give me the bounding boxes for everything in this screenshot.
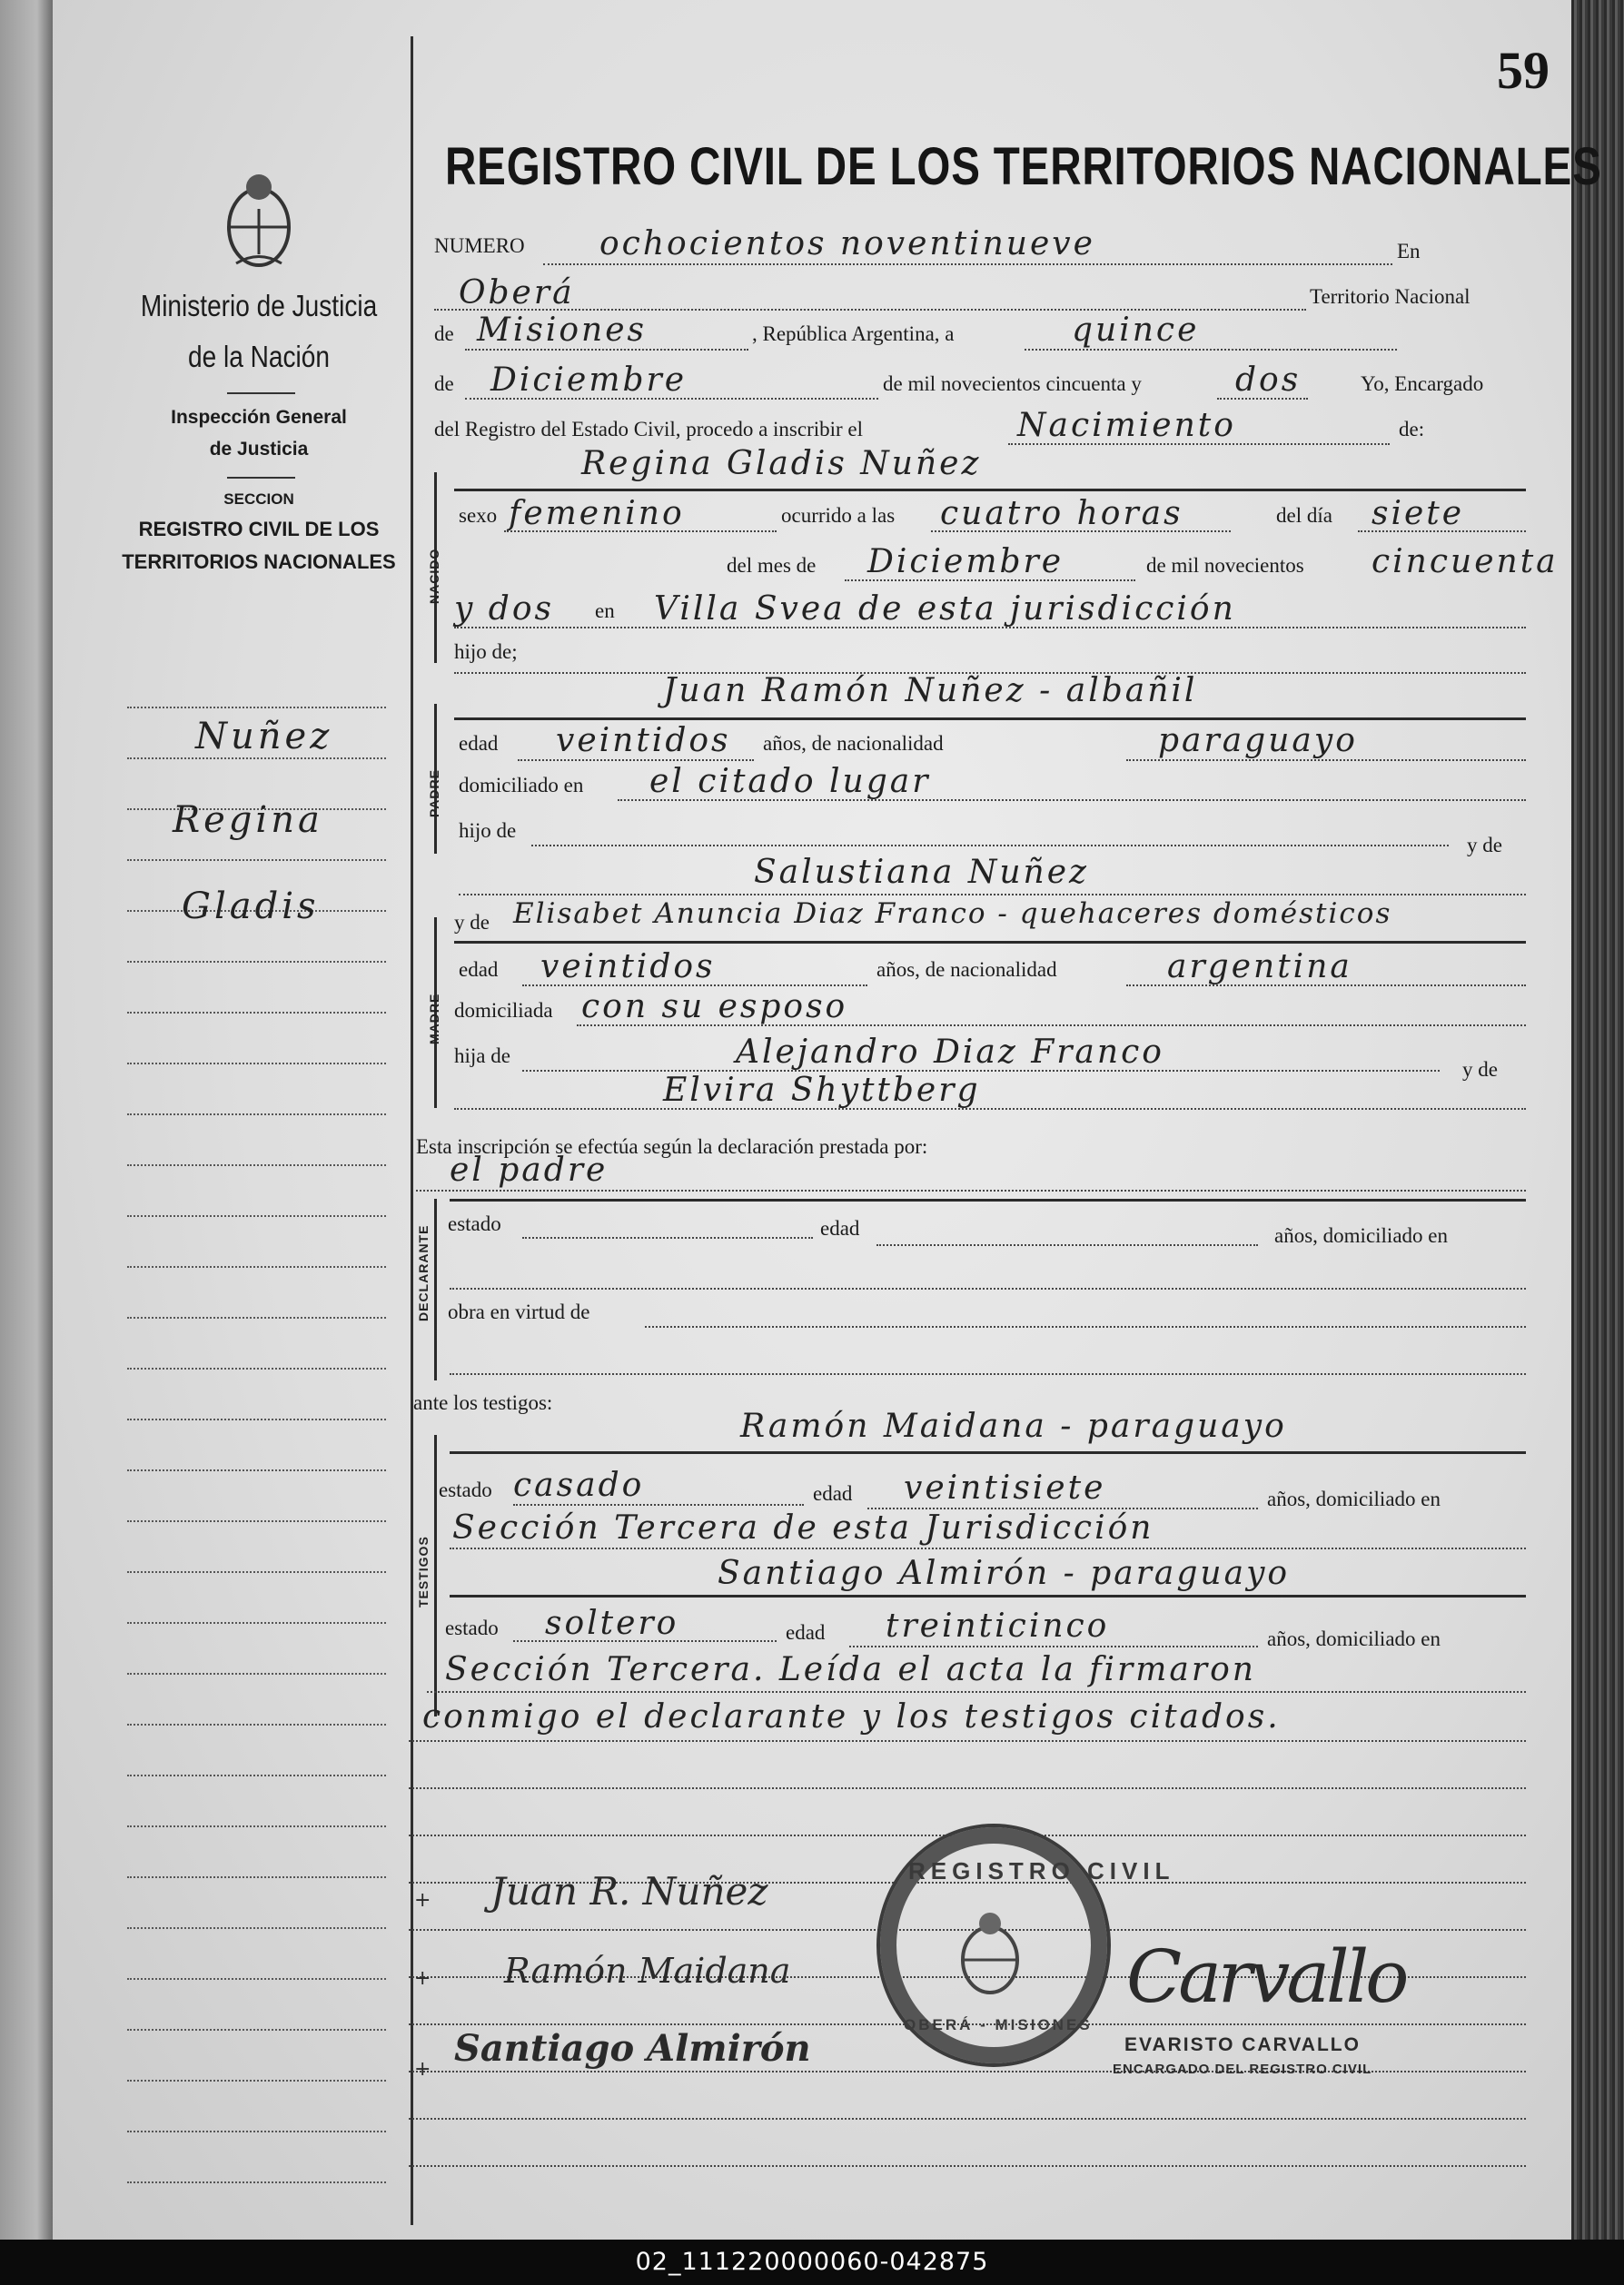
section-line2: TERRITORIOS NACIONALES xyxy=(122,550,396,573)
page-title: REGISTRO CIVIL DE LOS TERRITORIOS NACIONALES xyxy=(445,137,1602,196)
madre-hija-label: hija de xyxy=(454,1044,510,1067)
margin-rule xyxy=(127,2131,386,2132)
acto-line xyxy=(1008,443,1390,445)
margin-divider xyxy=(411,36,413,2225)
signature-rule xyxy=(409,2165,1526,2167)
margin-rule xyxy=(127,2181,386,2183)
signature-x-mark: + xyxy=(414,1967,431,1990)
padre-nac-line xyxy=(1126,759,1526,761)
madre-dom-label: domiciliada xyxy=(454,999,553,1022)
coat-of-arms-icon xyxy=(218,163,300,272)
margin-rule xyxy=(127,1113,386,1115)
mes-nacimiento-label: del mes de xyxy=(727,554,817,577)
margin-rule xyxy=(127,1622,386,1624)
mes-nacimiento-value: Diciembre xyxy=(867,543,1065,580)
margin-given-name-2: Gladis xyxy=(182,885,320,927)
testigos-side-label: TESTIGOS xyxy=(416,1536,431,1607)
closing-text: conmigo el declarante y los testigos citados. xyxy=(422,1698,1281,1736)
sexo-line xyxy=(504,530,777,532)
margin-surname: Nuñez xyxy=(195,716,333,757)
declarante-top-rule xyxy=(450,1199,1526,1202)
margin-rule xyxy=(127,1164,386,1166)
madre-side-label: MADRE xyxy=(427,993,441,1044)
testigo1-edad-value: veintisiete xyxy=(904,1469,1106,1507)
margin-rule xyxy=(127,1419,386,1420)
margin-rule xyxy=(127,2080,386,2082)
de2-label: de xyxy=(434,372,454,395)
hora-line xyxy=(931,530,1231,532)
testigo2-estado-line xyxy=(513,1640,777,1642)
section-line1: REGISTRO CIVIL DE LOS xyxy=(138,518,380,540)
dia-value: quince xyxy=(1072,312,1200,349)
padre-hijo-line xyxy=(531,845,1449,846)
sexo-value: femenino xyxy=(509,495,685,532)
padre-side-label: PADRE xyxy=(427,769,441,817)
testigo1-estado-value: casado xyxy=(513,1467,645,1504)
file-identifier: 02_111220000060-042875 xyxy=(0,2240,1624,2285)
madre-edad-label: edad xyxy=(459,958,499,981)
abuelo-materno-value: Alejandro Diaz Franco xyxy=(736,1034,1164,1071)
testigo2-dom-line xyxy=(427,1691,1526,1693)
margin-rule xyxy=(127,1876,386,1878)
declarante-value: el padre xyxy=(450,1152,609,1189)
testigo2-edad-line xyxy=(849,1646,1258,1647)
padre-name-line xyxy=(454,717,1526,720)
padre-edad-label: edad xyxy=(459,732,499,755)
numero-label: NUMERO xyxy=(434,234,525,257)
dia-label: del día xyxy=(1276,504,1332,527)
declarante-intro-label: Esta inscripción se efectúa según la declaración prestada por: xyxy=(416,1135,928,1158)
margin-rule xyxy=(127,1927,386,1929)
lugar-line xyxy=(434,309,1306,311)
margin-rule xyxy=(127,1063,386,1064)
signature-officer: Carvallo xyxy=(1126,1934,1406,2019)
testigo2-edad-value: treinticinco xyxy=(886,1607,1110,1645)
margin-rule xyxy=(127,1317,386,1319)
officer-name-stamp: EVARISTO CARVALLO xyxy=(1124,2034,1361,2055)
seal-coat-of-arms-icon xyxy=(949,1907,1031,1998)
testigo1-dom-label: años, domiciliado en xyxy=(1267,1488,1441,1510)
anio-label: de mil novecientos cincuenta y xyxy=(883,372,1142,395)
signature-x-mark: + xyxy=(414,2058,431,2081)
de3-label: de: xyxy=(1399,418,1425,440)
declarante-obra-line xyxy=(645,1326,1526,1328)
declarante-line xyxy=(416,1190,1526,1192)
abuela-paterna-value: Salustiana Nuñez xyxy=(754,854,1089,891)
dia-nacimiento-value: siete xyxy=(1371,495,1465,532)
madre-nac-label: años, de nacionalidad xyxy=(876,958,1057,981)
testigo1-estado-line xyxy=(513,1504,804,1506)
ocurrido-label: ocurrido a las xyxy=(781,504,896,527)
margin-rule xyxy=(127,1724,386,1726)
en-label: En xyxy=(1397,240,1421,262)
lugar-value: Oberá xyxy=(459,274,575,312)
anio-nacimiento-value: cincuenta xyxy=(1371,543,1559,580)
abuela-materna-line xyxy=(454,1108,1526,1110)
hora-value: cuatro horas xyxy=(940,495,1183,532)
madre-edad-line xyxy=(522,984,867,986)
nacido-name-line xyxy=(454,489,1526,491)
margin-given-name-1: Regina xyxy=(173,799,323,841)
signature-x-mark: + xyxy=(414,1889,431,1912)
margin-rule xyxy=(127,757,386,759)
inspection-line1: Inspección General xyxy=(171,407,347,428)
signature-declarante: Juan R. Nuñez xyxy=(490,1869,768,1914)
declarante-end-line xyxy=(450,1373,1526,1375)
testigo1-name-value: Ramón Maidana - paraguayo xyxy=(740,1408,1287,1445)
republica-label: , República Argentina, a xyxy=(752,322,955,345)
ministry-divider xyxy=(227,392,295,394)
declarante-edad-label: edad xyxy=(820,1217,860,1240)
padre-nac-label: años, de nacionalidad xyxy=(763,732,944,755)
padre-dom-value: el citado lugar xyxy=(649,763,931,800)
margin-rule xyxy=(127,1673,386,1675)
margin-rule xyxy=(127,1825,386,1827)
seal-top-text: REGISTRO CIVIL xyxy=(908,1857,1175,1884)
padre-name-value: Juan Ramón Nuñez - albañil xyxy=(663,672,1198,709)
closing-line xyxy=(409,1740,1526,1742)
padre-dom-line xyxy=(618,799,1526,801)
abuela-materna-value: Elvira Shyttberg xyxy=(663,1072,981,1109)
testigo2-name-line xyxy=(450,1595,1526,1598)
testigo2-dom-value: Sección Tercera. Leída el acta la firmaron xyxy=(445,1651,1256,1688)
abuela-paterna-line xyxy=(459,894,1526,895)
dia-nacimiento-line xyxy=(1358,530,1526,532)
madre-nac-value: argentina xyxy=(1167,948,1352,985)
margin-rule xyxy=(127,961,386,963)
testigo2-estado-value: soltero xyxy=(545,1605,679,1642)
madre-name-value: Elisabet Anuncia Diaz Franco - quehaceres domésticos xyxy=(513,897,1392,930)
hijo-label: hijo de; xyxy=(454,640,518,663)
inspection-line2: de Justicia xyxy=(209,439,309,460)
margin-rule xyxy=(127,1012,386,1014)
declarante-dom-label: años, domiciliado en xyxy=(1274,1224,1448,1247)
yo-label: Yo, Encargado xyxy=(1361,372,1484,395)
testigo2-estado-label: estado xyxy=(445,1617,499,1639)
territorio-line xyxy=(465,349,748,351)
acto-value: Nacimiento xyxy=(1017,407,1236,444)
lugar-nacimiento-line xyxy=(454,627,1526,628)
mes-nacimiento-line xyxy=(845,579,1135,581)
testigo2-name-value: Santiago Almirón - paraguayo xyxy=(718,1555,1291,1592)
mes-line xyxy=(465,398,878,400)
margin-rule xyxy=(127,1978,386,1980)
padre-edad-value: veintidos xyxy=(556,722,731,759)
madre-nac-line xyxy=(1126,984,1526,986)
madre-y-de-label: y de xyxy=(454,911,490,934)
margin-rule xyxy=(127,1215,386,1217)
testigo1-dom-value: Sección Tercera de esta Jurisdicción xyxy=(452,1509,1154,1547)
margin-rule xyxy=(127,1571,386,1573)
declarante-bracket xyxy=(434,1199,437,1380)
testigo1-dom-line xyxy=(450,1548,1526,1549)
en-lugar-label: en xyxy=(595,599,615,622)
madre-dom-value: con su esposo xyxy=(581,988,848,1025)
declarante-estado-line xyxy=(522,1237,813,1239)
de-label: de xyxy=(434,322,454,345)
declarante-edad-line xyxy=(876,1244,1258,1246)
inspection-divider xyxy=(227,477,295,479)
nacido-name-value: Regina Gladis Nuñez xyxy=(581,445,982,482)
margin-rule xyxy=(127,1775,386,1776)
margin-rule xyxy=(127,1520,386,1522)
abuelo-materno-line xyxy=(522,1070,1440,1072)
madre-name-line xyxy=(454,941,1526,944)
testigo1-name-line xyxy=(450,1451,1526,1454)
ministry-line2: de la Nación xyxy=(188,340,330,373)
testigos-bracket xyxy=(434,1435,437,1716)
anio-line xyxy=(1217,398,1308,400)
nacido-side-label: NACIDO xyxy=(427,548,441,604)
territorio-value: Misiones xyxy=(477,312,648,349)
numero-value: ochocientos noventinueve xyxy=(599,225,1095,262)
padre-dom-label: domiciliado en xyxy=(459,774,584,796)
territorio-label: Territorio Nacional xyxy=(1310,285,1471,308)
margin-rule xyxy=(127,1266,386,1268)
padre-hijo-label: hijo de xyxy=(459,819,517,842)
adjacent-page-edge xyxy=(0,0,53,2240)
anio-nacimiento-value2: y dos xyxy=(454,590,554,628)
margin-rule xyxy=(127,2029,386,2031)
padre-y-de-label: y de xyxy=(1467,834,1502,856)
margin-rule xyxy=(127,707,386,708)
declarante-side-label: DECLARANTE xyxy=(416,1224,431,1321)
seal-bottom-text: OBERÁ - MISIONES xyxy=(904,2016,1093,2033)
section-label: SECCION xyxy=(223,490,294,508)
officer-title-stamp: ENCARGADO DEL REGISTRO CIVIL xyxy=(1113,2062,1372,2077)
mes-value: Diciembre xyxy=(490,361,688,399)
margin-rule xyxy=(127,859,386,861)
signature-testigo1: Ramón Maidana xyxy=(504,1951,791,1991)
registro-label: del Registro del Estado Civil, procedo a inscribir el xyxy=(434,418,864,440)
signature-rule xyxy=(409,1787,1526,1789)
padre-edad-line xyxy=(518,759,754,761)
madre-dom-line xyxy=(577,1024,1526,1026)
numero-line xyxy=(543,263,1392,265)
testigo2-edad-label: edad xyxy=(786,1621,826,1644)
madre-edad-value: veintidos xyxy=(540,948,716,985)
signature-testigo2: Santiago Almirón xyxy=(454,2027,811,2070)
signature-rule xyxy=(409,2118,1526,2120)
padre-nac-value: paraguayo xyxy=(1158,722,1358,759)
anio-value: dos xyxy=(1235,361,1302,399)
page-number: 59 xyxy=(1497,41,1550,100)
ministry-line1: Ministerio de Justicia xyxy=(140,289,378,322)
book-edge-pages xyxy=(1571,0,1624,2240)
dia-line xyxy=(1025,349,1397,351)
lugar-nacimiento-value: Villa Svea de esta jurisdicción xyxy=(654,590,1236,628)
sexo-label: sexo xyxy=(459,504,498,527)
madre-y-de-label2: y de xyxy=(1462,1058,1498,1081)
testigo2-dom-label: años, domiciliado en xyxy=(1267,1627,1441,1650)
margin-rule xyxy=(127,1469,386,1471)
testigos-intro-label: ante los testigos: xyxy=(413,1391,553,1414)
testigo1-edad-label: edad xyxy=(813,1482,853,1505)
declarante-obra-label: obra en virtud de xyxy=(448,1301,590,1323)
margin-rule xyxy=(127,1368,386,1370)
testigo1-estado-label: estado xyxy=(439,1479,492,1501)
declarante-dom-line xyxy=(450,1288,1526,1290)
anio-nacimiento-label: de mil novecientos xyxy=(1146,554,1304,577)
declarante-estado-label: estado xyxy=(448,1212,501,1235)
